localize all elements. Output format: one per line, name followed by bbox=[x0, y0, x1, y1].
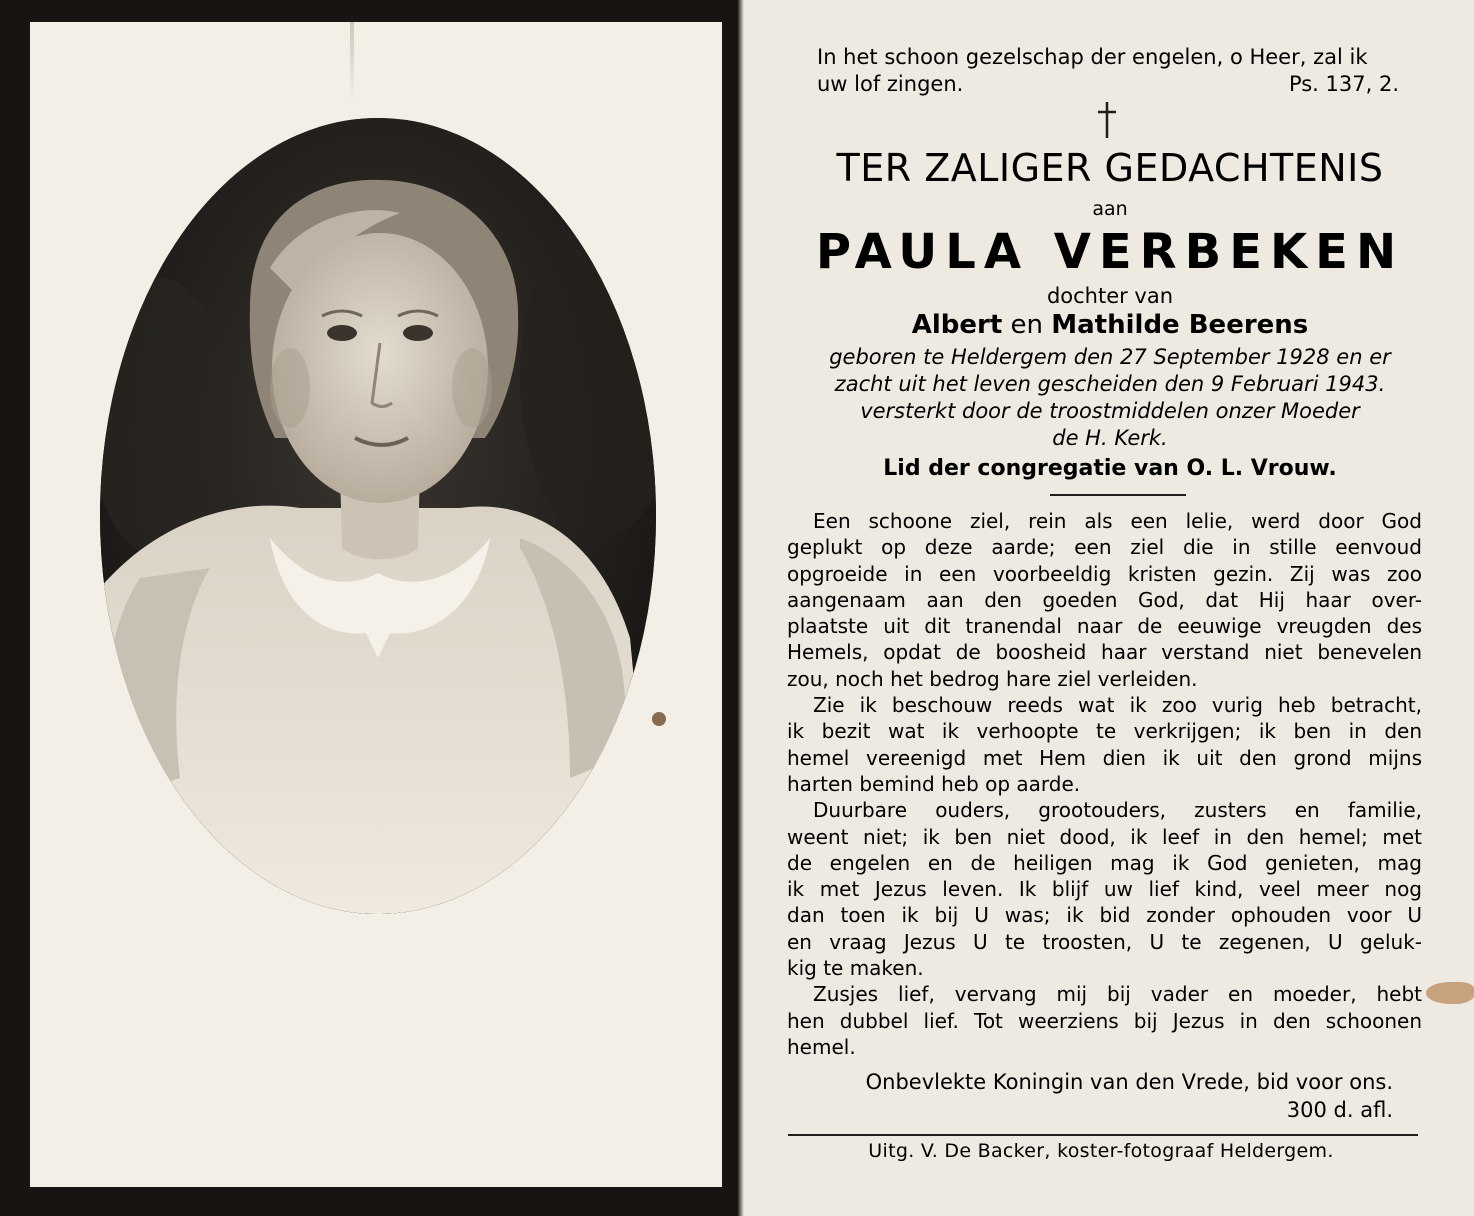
cross-icon bbox=[1090, 100, 1124, 140]
deceased-name: PAULA VERBEKEN bbox=[815, 224, 1405, 280]
dates-line-2: zacht uit het leven gescheiden den 9 Februari 1943. bbox=[834, 372, 1386, 396]
congregation-membership: Lid der congregatie van O. L. Vrouw. bbox=[883, 456, 1337, 481]
verse-line-2-text: uw lof zingen. bbox=[817, 72, 964, 96]
publisher-credit: Uitg. V. De Backer, koster-fotograaf Heldergem. bbox=[868, 1140, 1334, 1162]
body-line: weent niet; ik ben niet dood, ik leef in den hemel; met bbox=[787, 824, 1422, 849]
stain-mark-right bbox=[1426, 982, 1474, 1004]
body-line: Hemels, opdat de boosheid haar verstand niet benevelen bbox=[787, 640, 1422, 665]
mother-name: Mathilde Beerens bbox=[1051, 310, 1309, 340]
body-line: Zusjes lief, vervang mij bij vader en moeder, hebt bbox=[813, 982, 1422, 1007]
verse-line-1: In het schoon gezelschap der engelen, o Heer, zal ik bbox=[817, 45, 1368, 69]
aan-label: aan bbox=[1092, 198, 1128, 220]
memorial-text bbox=[787, 508, 1422, 1060]
parents-conjunction: en bbox=[1010, 310, 1043, 340]
verse-line-2 bbox=[817, 71, 1399, 98]
portrait-image bbox=[100, 118, 656, 914]
stain-mark bbox=[652, 712, 666, 726]
body-line: en vraag Jezus U te troosten, U te zegenen, U geluk- bbox=[787, 929, 1422, 954]
closing-prayer bbox=[787, 1068, 1393, 1124]
body-line: Een schoone ziel, rein als een lelie, werd door God bbox=[813, 509, 1422, 533]
body-line: de engelen en de heiligen mag ik God genieten, mag bbox=[787, 850, 1422, 875]
body-line: ik bezit wat ik verhoopte te verkrijgen; ik ben in den bbox=[787, 719, 1422, 744]
card-crease bbox=[350, 22, 354, 102]
body-line: geplukt op deze aarde; een ziel die in stille eenvoud bbox=[787, 535, 1422, 560]
life-dates bbox=[788, 344, 1432, 452]
dates-line-4: de H. Kerk. bbox=[1052, 426, 1168, 450]
body-line: hemel. bbox=[787, 1034, 856, 1059]
body-line: harten bemind heb op aarde. bbox=[787, 771, 1081, 796]
body-line: hen dubbel lief. Tot weerziens bij Jezus in den schoonen bbox=[787, 1008, 1422, 1033]
portrait-photo bbox=[100, 118, 656, 914]
memorial-heading: TER ZALIGER GEDACHTENIS bbox=[836, 146, 1384, 190]
body-line: opgroeide in een voorbeeldig kristen gezin. Zij was zoo bbox=[787, 561, 1422, 586]
body-line: hemel vereenigd met Hem dien ik uit den grond mijns bbox=[787, 745, 1422, 770]
body-line: zou, noch het bedrog hare ziel verleiden. bbox=[787, 666, 1198, 691]
body-line: aangenaam aan den goeden God, dat Hij haar over- bbox=[787, 587, 1422, 612]
body-line: ik met Jezus leven. Ik blijf uw lief kind, veel meer nog bbox=[787, 877, 1422, 902]
divider-long bbox=[788, 1134, 1418, 1136]
body-line: dan toen ik bij U was; ik bid zonder ophouden voor U bbox=[787, 903, 1422, 928]
dates-line-3: versterkt door de troostmiddelen onzer Moeder bbox=[860, 399, 1360, 423]
body-line: Duurbare ouders, grootouders, zusters en familie, bbox=[813, 798, 1422, 823]
daughter-of-label: dochter van bbox=[1046, 284, 1174, 308]
opening-verse bbox=[817, 44, 1399, 98]
dates-line-1: geboren te Heldergem den 27 September 1928 en er bbox=[829, 345, 1391, 369]
indulgence-note: 300 d. afl. bbox=[1286, 1098, 1393, 1122]
father-name: Albert bbox=[911, 310, 1003, 340]
prayer-line: Onbevlekte Koningin van den Vrede, bid voor ons. bbox=[865, 1070, 1393, 1094]
verse-reference: Ps. 137, 2. bbox=[1288, 72, 1399, 96]
body-line: kig te maken. bbox=[787, 956, 924, 981]
body-line: Zie ik beschouw reeds wat ik zoo vurig heb betracht, bbox=[813, 693, 1422, 718]
parents-names bbox=[790, 310, 1430, 340]
card-fold-edge bbox=[738, 0, 744, 1216]
divider-short bbox=[1050, 494, 1186, 496]
body-line: plaatste uit dit tranendal naar de eeuwige vreugden des bbox=[787, 614, 1422, 639]
